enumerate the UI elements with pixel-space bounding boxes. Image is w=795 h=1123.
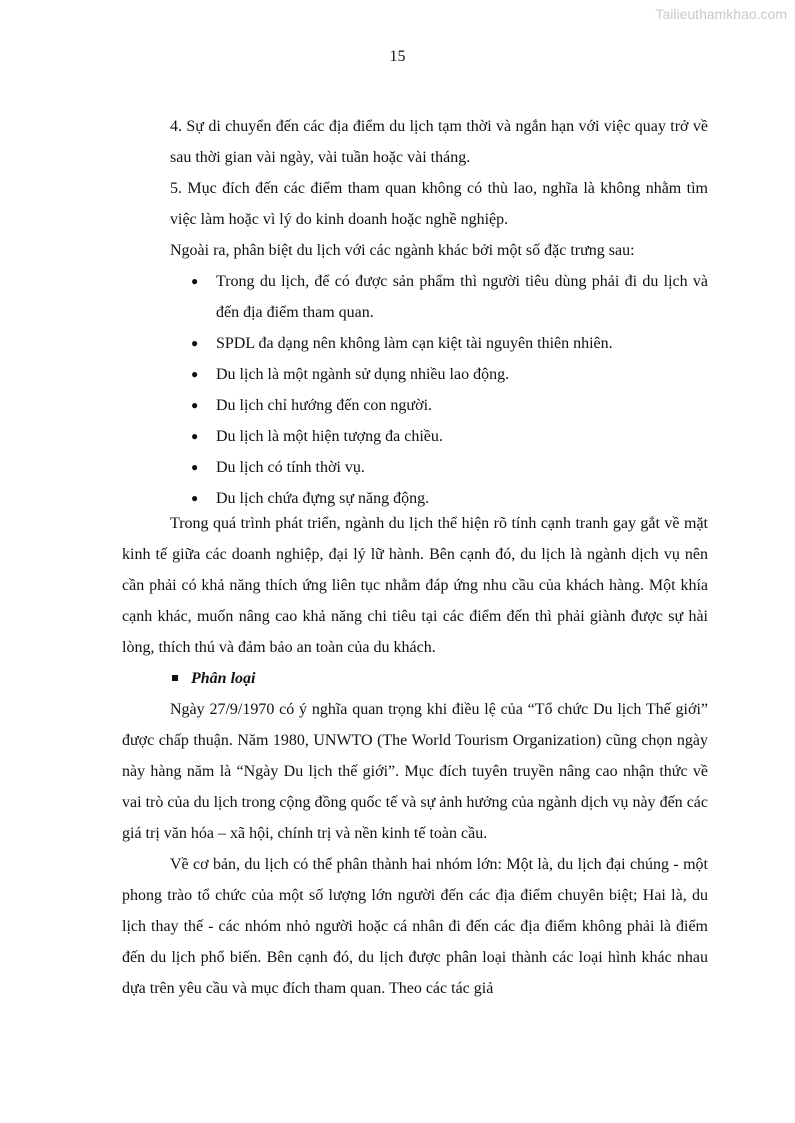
- paragraph-item-4: 4. Sự di chuyển đến các địa điểm du lịch tạm thời và ngắn hạn với việc quay trở về sau thời gian vài ngày, vài tuần hoặc vài tháng.: [170, 118, 708, 166]
- paragraph-tourism-day: Ngày 27/9/1970 có ý nghĩa quan trọng khi điều lệ của “Tổ chức Du lịch Thế giới” được chấp thuận. Năm 1980, UNWTO (The World Tourism Organization) cũng chọn ngày này hàng năm là “Ngày Du lịch thế giới”. Mục đích tuyên truyền nâng cao nhận thức về vai trò của du lịch trong cộng đồng quốc tế và sự ảnh hưởng của ngành dịch vụ này đến các giá trị văn hóa – xã hội, chính trị và nền kinh tế toàn cầu.: [122, 701, 708, 842]
- watermark: Tailieuthamkhao.com: [655, 6, 787, 22]
- bullet-icon: ●: [191, 367, 199, 381]
- bullet-icon: ●: [191, 274, 199, 288]
- square-bullet-icon: [172, 675, 178, 681]
- page-content: [170, 111, 708, 514]
- list-item: ● Du lịch chứa đựng sự năng động.: [170, 483, 708, 514]
- paragraph-features-intro: Ngoài ra, phân biệt du lịch với các ngành khác bởi một số đặc trưng sau:: [170, 242, 635, 259]
- paragraph-classification: Về cơ bản, du lịch có thể phân thành hai nhóm lớn: Một là, du lịch đại chúng - một phong trào tổ chức của một số lượng lớn người đến các địa điểm chuyên biệt; Hai là, du lịch thay thế - các nhóm nhỏ người hoặc cá nhân đi đến các địa điểm không phải là điểm đến du lịch phổ biến. Bên cạnh đó, du lịch được phân loại thành các loại hình khác nhau dựa trên yêu cầu và mục đích tham quan. Theo các tác giả: [122, 856, 708, 997]
- bullet-icon: ●: [191, 398, 199, 412]
- bullet-icon: ●: [191, 460, 199, 474]
- list-item: ● Du lịch chỉ hướng đến con người.: [170, 390, 708, 421]
- paragraph-item-5: 5. Mục đích đến các điểm tham quan không có thù lao, nghĩa là không nhằm tìm việc làm hoặc vì lý do kinh doanh hoặc nghề nghiệp.: [170, 180, 708, 228]
- list-item: ● Du lịch là một hiện tượng đa chiều.: [170, 421, 708, 452]
- list-item: ● Trong du lịch, để có được sản phẩm thì người tiêu dùng phải đi du lịch và đến địa điểm tham quan.: [170, 266, 708, 328]
- bullet-icon: ●: [191, 336, 199, 350]
- body-section: [122, 508, 708, 1004]
- page-number: 15: [389, 48, 406, 65]
- bullet-icon: ●: [191, 491, 199, 505]
- features-list: [170, 266, 708, 514]
- list-item: ● Du lịch có tính thời vụ.: [170, 452, 708, 483]
- list-item: ● Du lịch là một ngành sử dụng nhiều lao động.: [170, 359, 708, 390]
- paragraph-competition: Trong quá trình phát triển, ngành du lịch thể hiện rõ tính cạnh tranh gay gắt về mặt kinh tế giữa các doanh nghiệp, đại lý lữ hành. Bên cạnh đó, du lịch là ngành dịch vụ nên cần phải có khả năng thích ứng liên tục nhằm đáp ứng nhu cầu của khách hàng. Một khía cạnh khác, muốn nâng cao khả năng chi tiêu tại các điểm đến thì phải giành được sự hài lòng, thích thú và đảm bảo an toàn của du khách.: [122, 515, 708, 656]
- list-item: ● SPDL đa dạng nên không làm cạn kiệt tài nguyên thiên nhiên.: [170, 328, 708, 359]
- section-heading: Phân loại: [122, 663, 708, 694]
- bullet-icon: ●: [191, 429, 199, 443]
